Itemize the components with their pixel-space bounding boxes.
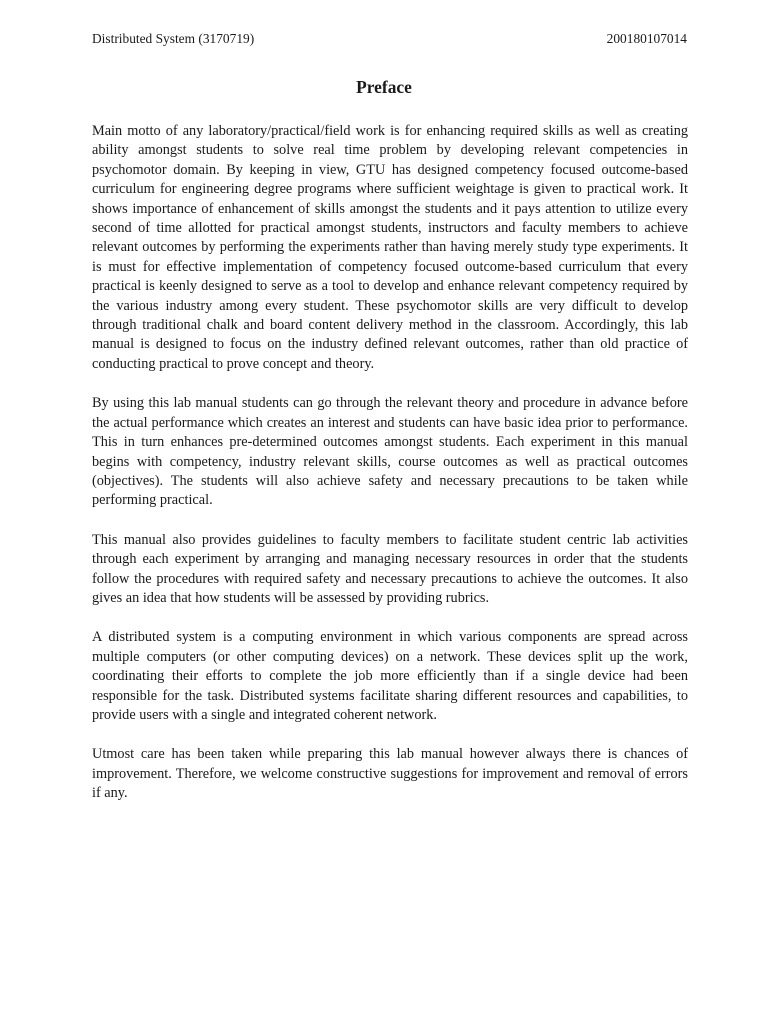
enrollment-number: 200180107014 (606, 31, 687, 46)
paragraph-usage: By using this lab manual students can go through the relevant theory and procedure in advance before the actual performance which creates an interest and students can have basic idea prior to performance. This in turn enhances pre-determined outcomes amongst students. Each experiment in this manual begins with competency, industry relevant skills, course outcomes as well as practical outcomes (objectives). The students will also achieve safety and necessary precautions to be taken while performing practical. (92, 395, 688, 509)
paragraph-distributed-system: A distributed system is a computing environment in which various components are spread across multiple computers (or other computing devices) on a network. These devices split up the work, coordinating their efforts to complete the job more efficiently than if a single device had been responsible for the task. Distributed systems facilitate sharing different resources and capabilities, to provide users with a single and integrated coherent network. (92, 629, 688, 723)
page-header (92, 30, 687, 48)
page-title: Preface (356, 77, 412, 97)
paragraph-guidelines: This manual also provides guidelines to faculty members to facilitate student centric lab activities through each experiment by arranging and managing necessary resources in order that the students follow the procedures with required safety and necessary precautions to achieve the outcomes. It also gives an idea that how students will be assessed by providing rubrics. (92, 531, 688, 606)
preface-body (92, 122, 688, 824)
course-title: Distributed System (3170719) (92, 31, 255, 46)
paragraph-motto: Main motto of any laboratory/practical/field work is for enhancing required skills as well as creating ability amongst students to solve real time problem by developing relevant competencies in psychomotor domain. By keeping in view, GTU has designed competency focused outcome-based curriculum for engineering degree programs where sufficient weightage is given to practical work. It shows importance of enhancement of skills amongst the students and it pays attention to utilize every second of time allotted for practical amongst students, instructors and faculty members to achieve relevant outcomes by performing the experiments rather than having merely study type experiments. It is must for effective implementation of competency focused outcome-based curriculum that every practical is keenly designed to serve as a tool to develop and enhance relevant competency required by the various industry among every student. These psychomotor skills are very difficult to develop through traditional chalk and board content delivery method in the classroom. Accordingly, this lab manual is designed to focus on the industry defined relevant outcomes, rather than old practice of conducting practical to prove concept and theory. (92, 123, 688, 372)
paragraph-closing: Utmost care has been taken while preparing this lab manual however always there is chances of improvement. Therefore, we welcome constructive suggestions for improvement and removal of errors if any. (92, 746, 688, 802)
